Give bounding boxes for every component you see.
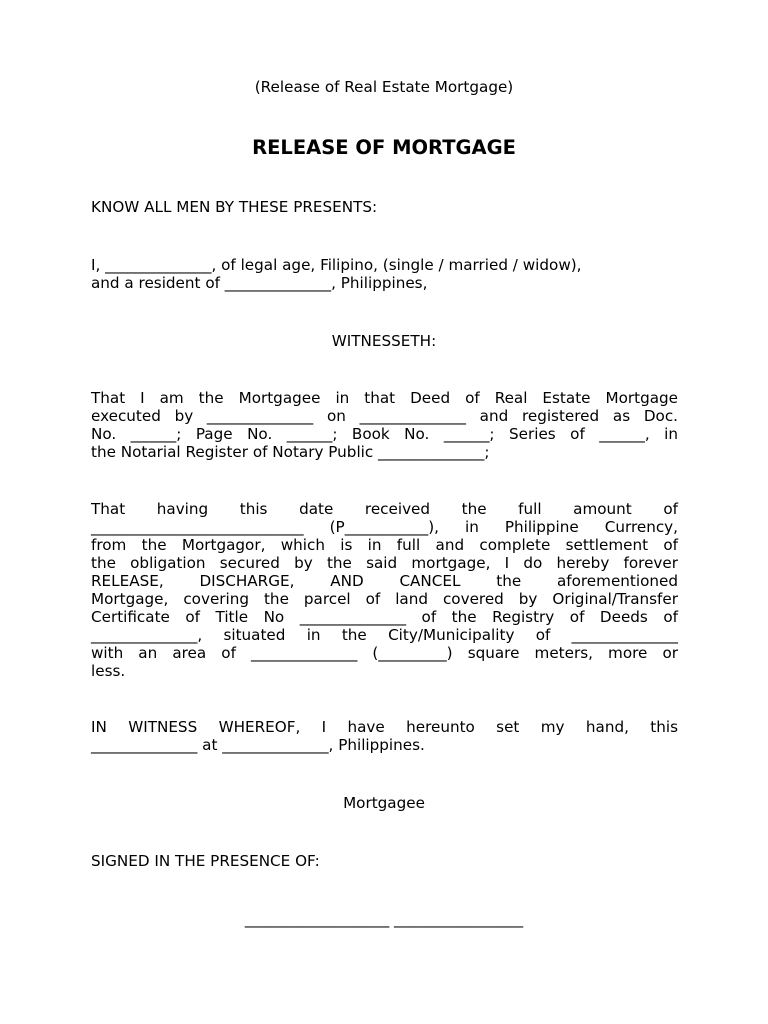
signatory-label: Mortgagee (343, 794, 425, 812)
intro-line: and a resident of ______________, Philippines, (91, 274, 428, 292)
intro-line: I, ______________, of legal age, Filipino, (single / married / widow), (91, 256, 582, 274)
mortgage-deed-paragraph (91, 389, 678, 461)
paragraph-line: with an area of ______________ (_________) square meters, more or (91, 644, 678, 662)
paragraph-line: Mortgage, covering the parcel of land covered by Original/Transfer (91, 590, 678, 608)
paragraph-line: ______________ at ______________, Philippines. (91, 736, 425, 754)
paragraph-line: the obligation secured by the said mortgage, I do hereby forever (91, 554, 678, 572)
witness-clause (91, 718, 678, 754)
paragraph-line: the Notarial Register of Notary Public ______________; (91, 443, 490, 461)
presence-heading: SIGNED IN THE PRESENCE OF: (91, 852, 320, 870)
intro-paragraph (91, 256, 678, 292)
witnesseth-heading: WITNESSETH: (331, 332, 437, 350)
paragraph-line: IN WITNESS WHEREOF, I have hereunto set my hand, this (91, 718, 678, 736)
paragraph-line: from the Mortgagor, which is in full and complete settlement of (91, 536, 678, 554)
greeting: KNOW ALL MEN BY THESE PRESENTS: (91, 198, 378, 216)
document-subtitle: (Release of Real Estate Mortgage) (254, 78, 514, 96)
document-title: RELEASE OF MORTGAGE (252, 136, 516, 159)
paragraph-line: less. (91, 662, 126, 680)
paragraph-line: executed by ______________ on ______________ and registered as Doc. (91, 407, 678, 425)
release-paragraph (91, 500, 678, 680)
paragraph-line: That I am the Mortgagee in that Deed of Real Estate Mortgage (91, 389, 678, 407)
paragraph-line: No. ______; Page No. ______; Book No. ______; Series of ______, in (91, 425, 678, 443)
witness-signature-lines: ___________________ _________________ (244, 910, 524, 928)
paragraph-line: RELEASE, DISCHARGE, AND CANCEL the aforementioned (91, 572, 678, 590)
paragraph-line: ____________________________ (P___________), in Philippine Currency, (91, 518, 678, 536)
paragraph-line: Certificate of Title No ______________ of the Registry of Deeds of (91, 608, 678, 626)
paragraph-line: That having this date received the full amount of (91, 500, 678, 518)
paragraph-line: ______________, situated in the City/Municipality of ______________ (91, 626, 678, 644)
